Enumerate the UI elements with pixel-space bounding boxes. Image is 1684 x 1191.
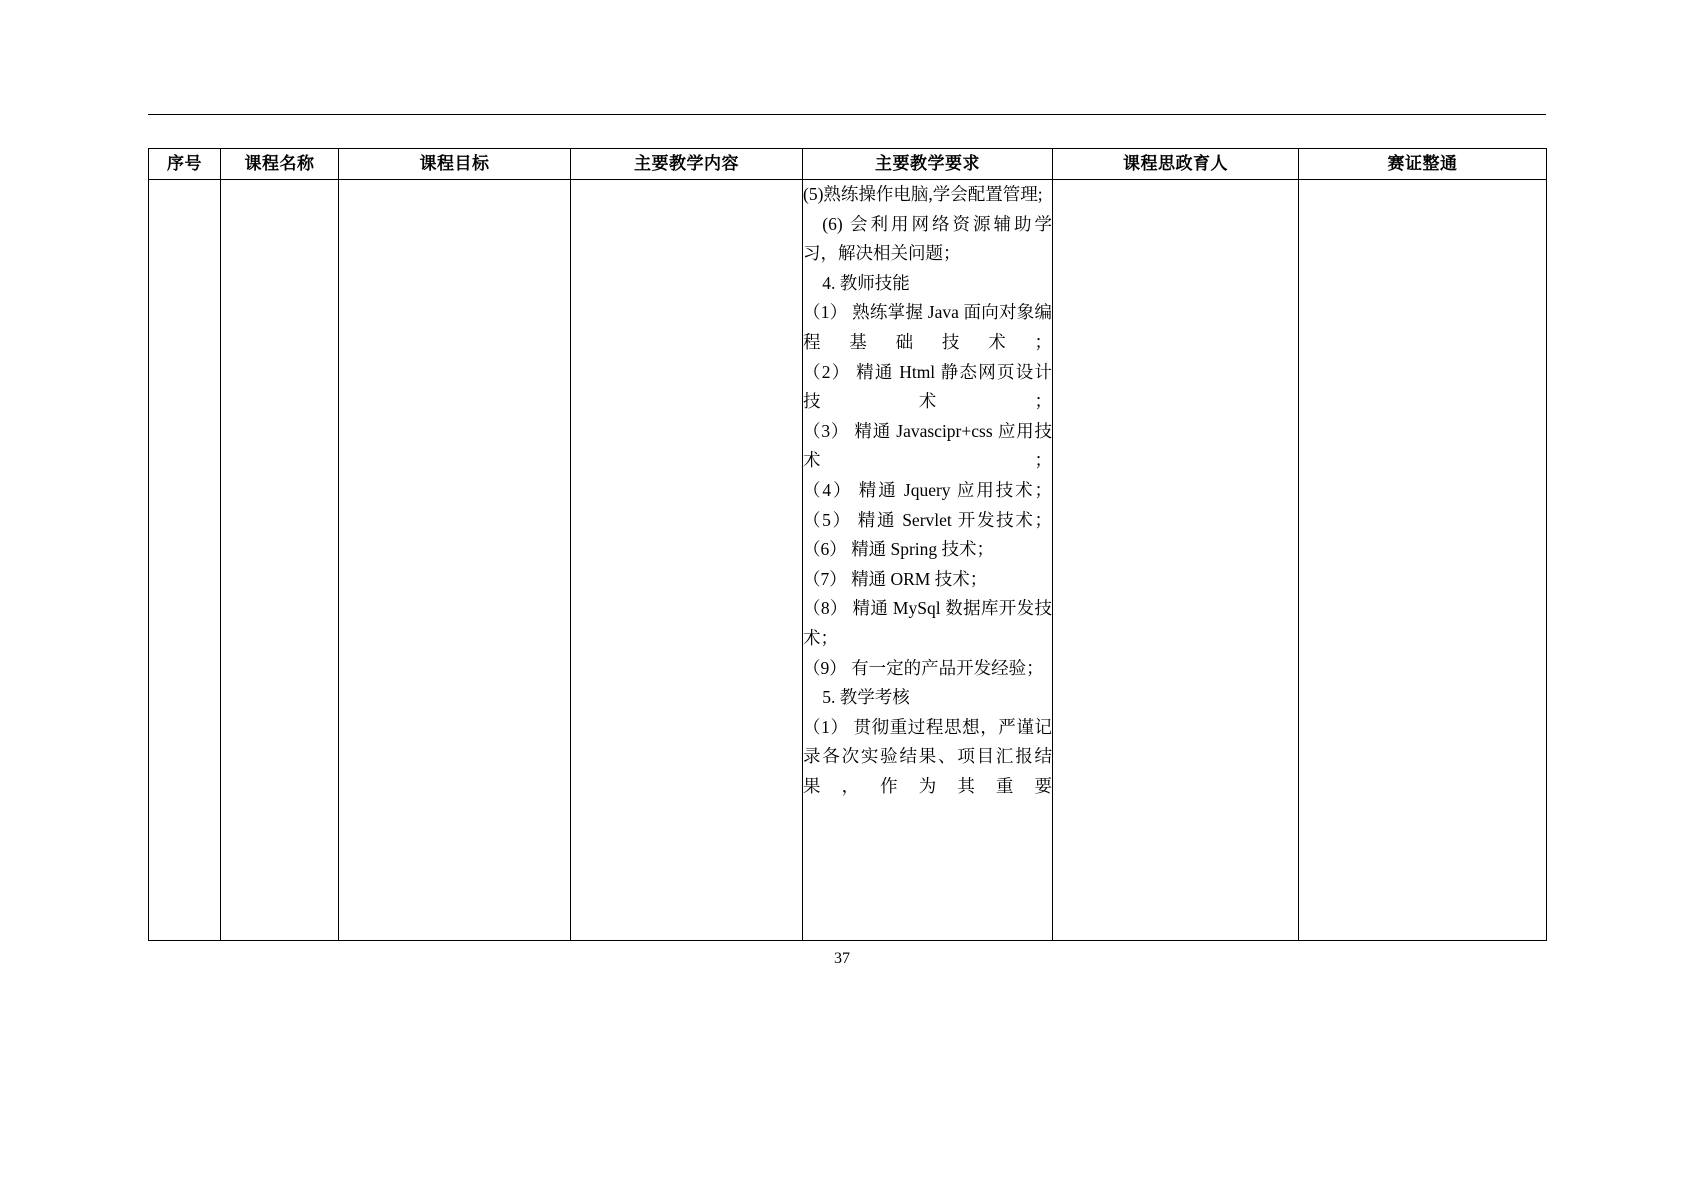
requirement-line: （1） 熟练掌握 Java 面向对象编程基础技术；	[803, 302, 1052, 352]
table-header-course-goal: 课程目标	[339, 149, 571, 180]
table-header-course-name: 课程名称	[221, 149, 339, 180]
requirements-text-block	[803, 180, 1052, 801]
table-header-certification: 赛证整通	[1299, 149, 1547, 180]
cell-course-goal	[339, 180, 571, 941]
table-header-row	[149, 149, 1547, 180]
table-row	[149, 180, 1547, 941]
course-table-container	[148, 148, 1546, 941]
requirement-line: （6） 精通 Spring 技术；	[803, 539, 995, 560]
cell-ideology	[1053, 180, 1299, 941]
course-table	[148, 148, 1547, 941]
table-header-ideology: 课程思政育人	[1053, 149, 1299, 180]
cell-main-content	[571, 180, 803, 941]
cell-certification	[1299, 180, 1547, 941]
requirement-line: （1） 贯彻重过程思想，严谨记录各次实验结果、项目汇报结果，作为其重要	[803, 716, 1052, 796]
page-number: 37	[834, 950, 850, 967]
cell-course-name	[221, 180, 339, 941]
header-rule	[148, 114, 1546, 115]
cell-main-requirements	[803, 180, 1053, 941]
requirement-line: （3） 精通 Javascipr+css 应用技术；	[803, 420, 1052, 471]
table-header-main-requirements: 主要教学要求	[803, 149, 1053, 180]
table-header-seq: 序号	[149, 149, 221, 180]
requirement-line: （9） 有一定的产品开发经验；	[803, 657, 1044, 678]
requirement-line: 5. 教学考核	[822, 687, 910, 708]
requirement-line: 4. 教师技能	[822, 272, 910, 293]
requirement-line: （7） 精通 ORM 技术；	[803, 568, 988, 589]
cell-seq	[149, 180, 221, 941]
table-header-main-content: 主要教学内容	[571, 149, 803, 180]
requirement-line: （2） 精通 Html 静态网页设计技术；	[803, 361, 1052, 412]
requirement-line: （4） 精通 Jquery 应用技术；	[803, 479, 1052, 500]
requirement-line: （8） 精通 MySql 数据库开发技术；	[803, 598, 1052, 648]
requirement-line: (6) 会利用网络资源辅助学习，解决相关问题；	[803, 213, 1052, 264]
requirement-line: (5)熟练操作电脑,学会配置管理;	[803, 184, 1043, 204]
requirement-line: （5） 精通 Servlet 开发技术；	[803, 509, 1052, 530]
